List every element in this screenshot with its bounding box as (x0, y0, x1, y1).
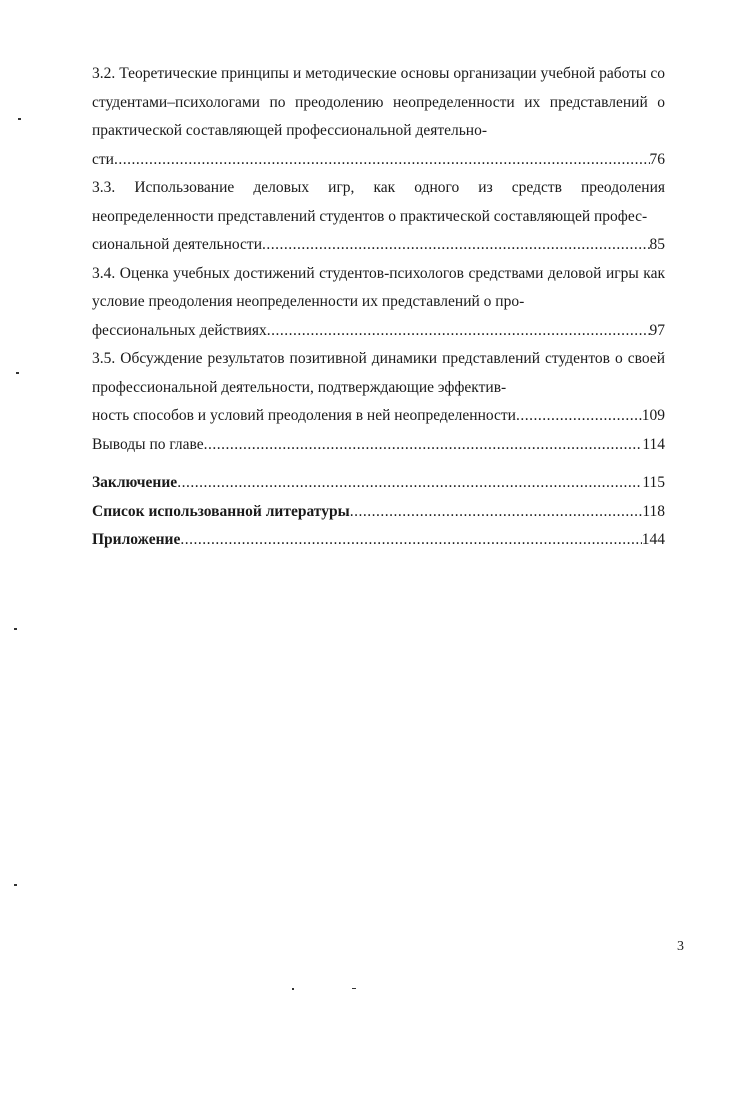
toc-entry-lastline (92, 469, 665, 498)
toc-entry-text: 3.5. Обсуждение результатов позитивной динамики представлений студентов о своей профессиональной деятельности, подтверждающие эффектив- (92, 350, 665, 396)
toc-page-number: 85 (649, 236, 665, 253)
dot-leader (267, 317, 650, 346)
dot-leader (350, 498, 643, 527)
dot-leader (262, 231, 650, 260)
toc-entry-lead: Приложение (92, 531, 181, 548)
toc-page-number: 115 (642, 474, 665, 491)
table-of-contents (92, 60, 665, 555)
scan-speck (352, 988, 356, 989)
toc-entry-references[interactable] (92, 498, 665, 527)
toc-entry-lead: Список использованной литературы (92, 502, 350, 520)
scan-speck (16, 372, 19, 374)
toc-entry-lastline (92, 526, 665, 555)
dot-leader (177, 469, 642, 498)
toc-entry-lastline (92, 146, 665, 175)
toc-entry-text: 3.4. Оценка учебных достижений студентов-психологов средствами деловой игры как условие преодоления неопределенности их представлений о про- (92, 264, 665, 310)
toc-page-number: 114 (642, 435, 665, 453)
toc-entry-conclusion[interactable] (92, 469, 665, 498)
toc-entry[interactable] (92, 60, 665, 174)
toc-entry-lead: сиональной деятельности (92, 236, 262, 253)
toc-page-number: 118 (642, 502, 665, 520)
toc-entry[interactable] (92, 174, 665, 260)
scan-speck (18, 118, 21, 120)
toc-entry-appendix[interactable] (92, 526, 665, 555)
toc-entry[interactable] (92, 260, 665, 346)
toc-page-number: 144 (641, 531, 665, 548)
dot-leader (204, 431, 643, 460)
toc-page-number: 76 (649, 150, 665, 168)
toc-entry[interactable] (92, 345, 665, 431)
toc-entry-lead: фессиональных действиях (92, 321, 267, 339)
toc-entry-lead: Заключение (92, 474, 178, 491)
dot-leader (180, 526, 641, 555)
toc-entry-lead: ность способов и условий преодоления в ней неопределенности (92, 407, 516, 424)
toc-entry-lead: сти (92, 150, 114, 168)
toc-entry-text: 3.2. Теоретические принципы и методические основы организации учебной работы со студентами–психологами по преодолению неопределенности их представлений о практической составляющей профессиональной деятельно- (92, 65, 665, 139)
toc-entry-lastline (92, 498, 665, 527)
toc-page-number: 109 (641, 407, 665, 424)
toc-entry-lastline (92, 317, 665, 346)
dot-leader (516, 402, 642, 431)
toc-entry-lead: Выводы по главе (92, 435, 204, 453)
toc-entry-lastline (92, 402, 665, 431)
toc-page-number: 97 (649, 321, 665, 339)
toc-entry-text: 3.3. Использование деловых игр, как одного из средств преодоления неопределенности представлений студентов о практической составляющей профес- (92, 179, 665, 225)
toc-entry-lastline (92, 231, 665, 260)
scan-speck (292, 988, 294, 990)
page-number: 3 (677, 939, 684, 954)
dot-leader (114, 146, 650, 175)
section-gap (92, 459, 665, 469)
scan-speck (14, 628, 17, 630)
scan-speck (14, 884, 17, 886)
toc-entry-lastline (92, 431, 665, 460)
toc-entry[interactable] (92, 431, 665, 460)
